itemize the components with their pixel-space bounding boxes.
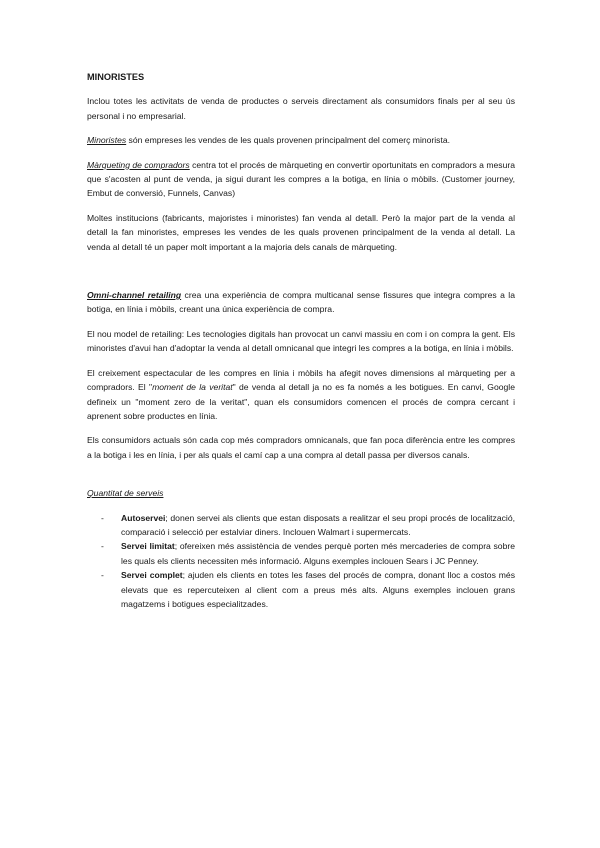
service-text: ; ajuden els clients en totes les fases del procés de compra, donant lloc a costos més elevats que es repercuteixen al client com a preus més alts. Alguns exemples inclouen grans magatzems i botigues especialitzades. bbox=[121, 570, 515, 609]
document-page bbox=[87, 70, 515, 611]
service-name: Servei limitat bbox=[121, 541, 175, 552]
service-name: Autoservei bbox=[121, 512, 166, 523]
marqueting-definition bbox=[87, 158, 515, 201]
nou-model-paragraph: El nou model de retailing: Les tecnologies digitals han provocat un canvi massiu en com i on compra la gent. Els minoristes d'avui han d'adoptar la venda al detall omnicanal que integri les compres a la botiga, en línia i mòbils. bbox=[87, 328, 515, 354]
service-item-limitat bbox=[87, 539, 515, 568]
services-heading bbox=[87, 486, 515, 500]
minoristes-text: són empreses les vendes de les quals provenen principalment del comerç minorista. bbox=[126, 135, 451, 146]
consumidors-paragraph: Els consumidors actuals són cada cop més compradors omnicanals, que fan poca diferència entre les compres a la botiga i les en línia, i per als quals el camí cap a una compra al detall passa per diversos canals. bbox=[87, 435, 515, 460]
section-spacer bbox=[87, 264, 515, 288]
omni-term: Omni-channel retailing bbox=[87, 290, 182, 301]
creixement-part1: El creixement espectacular de les compres en línia i mòbils ha afegit noves dimensions al màrqueting per a compradors. El " bbox=[87, 367, 515, 393]
marqueting-term: Màrqueting de compradors bbox=[87, 159, 190, 170]
services-heading-text: Quantitat de serveis bbox=[87, 488, 164, 499]
creixement-italic: moment de la veritat bbox=[152, 382, 233, 393]
minoristes-definition bbox=[87, 133, 515, 147]
service-text: ; ofereixen més assistència de vendes perquè porten més mercaderies de compra sobre les quals els clients necessiten més informació. Alguns exemples inclouen Sears i JC Penney. bbox=[121, 541, 516, 566]
creixement-part2: " de venda al detall ja no es fa només a les botigues. En canvi, Google defineix un "moment zero de la veritat", quan els consumidors comencen el procés de compra cercant i aprenent sobre productes en línia. bbox=[87, 382, 515, 421]
marqueting-text: centra tot el procés de màrqueting en convertir oportunitats en compradors a mesura que s'acosten al punt de venda, ja sigui durant les compres a la botiga, en línia o mòbils. (Customer journey, Embut de conversió, Funnels, Canvas) bbox=[87, 159, 516, 199]
omni-text: crea una experiència de compra multicanal sense fissures que integra compres a la botiga, en línia i mòbils, creant una única experiència de compra. bbox=[87, 290, 515, 315]
service-item-complet bbox=[87, 568, 515, 611]
section-spacer bbox=[87, 472, 515, 486]
omni-definition bbox=[87, 288, 515, 317]
minoristes-term: Minoristes bbox=[87, 135, 127, 146]
intro-paragraph: Inclou totes les activitats de venda de productes o serveis directament als consumidors finals per al seu ús personal i no empresarial. bbox=[87, 96, 515, 121]
services-list bbox=[87, 511, 515, 612]
service-text: ; donen servei als clients que estan disposats a realitzar el seu propi procés de localització, comparació i selecció per estalviar diners. Inclouen Walmart i supermercats. bbox=[121, 512, 515, 537]
list-dash: - bbox=[101, 570, 104, 581]
list-dash: - bbox=[101, 541, 104, 552]
list-dash: - bbox=[101, 512, 104, 523]
service-name: Servei complet bbox=[121, 570, 183, 581]
service-item-autoservei bbox=[87, 511, 515, 540]
creixement-paragraph bbox=[87, 366, 515, 424]
institucions-paragraph: Moltes institucions (fabricants, majoristes i minoristes) fan venda al detall. Però la major part de la venda al detall la fan minoristes, empreses les vendes de les quals provenen principalment de la venda al detall. La venda al detall té un paper molt important a la majoria dels canals de màrqueting. bbox=[87, 212, 515, 252]
page-title: MINORISTES bbox=[87, 72, 145, 82]
